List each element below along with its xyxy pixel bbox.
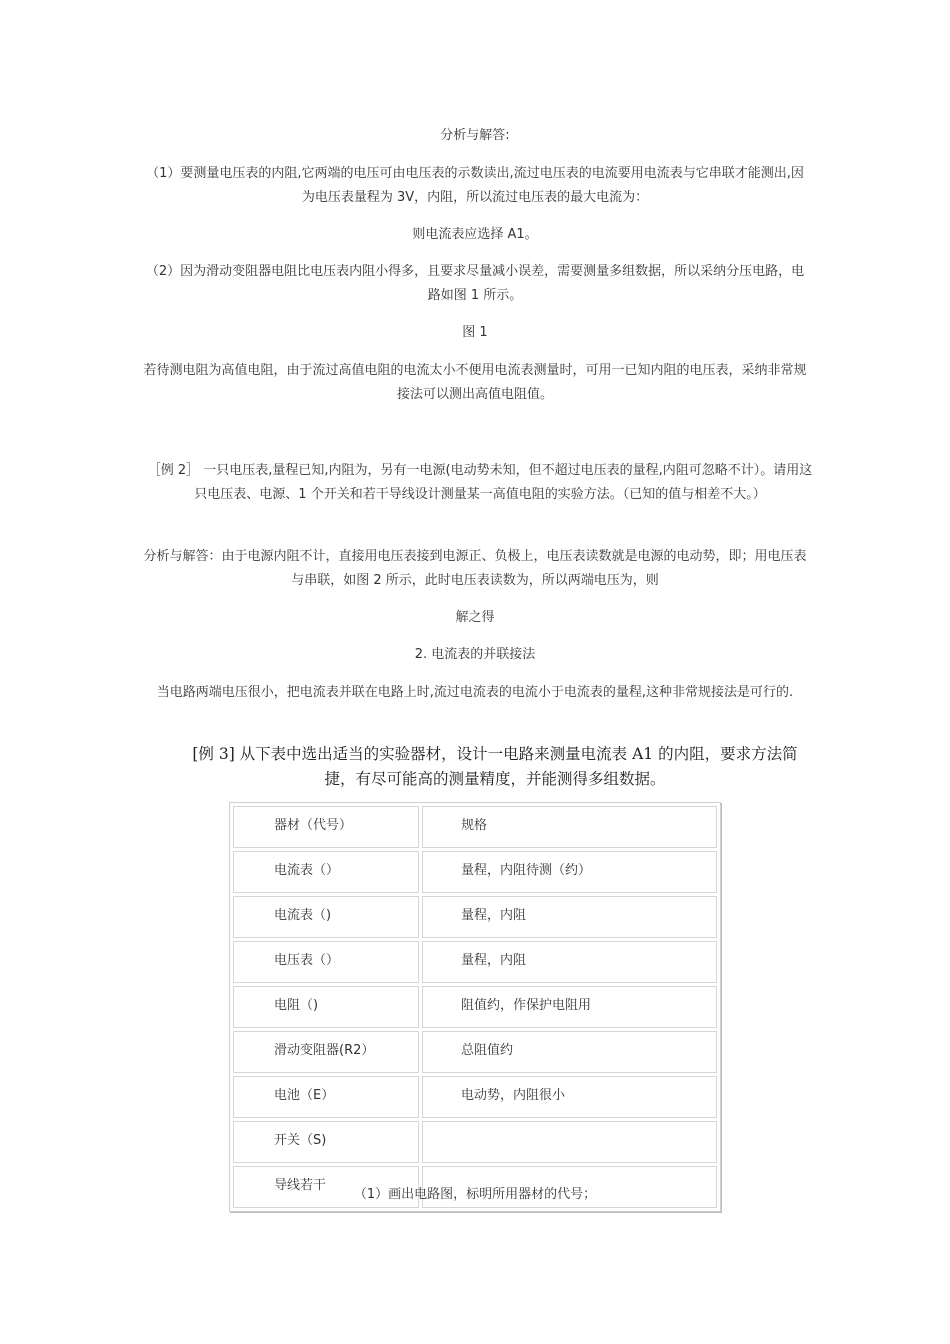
paragraph-4: 若待测电阻为高值电阻，由于流过高值电阻的电流太小不便用电流表测量时，可用一已知内阻的电压表，采纳非常规接法可以测出高值电阻值。 (143, 363, 807, 402)
example-2: ［例 2］ 一只电压表,量程已知,内阻为，另有一电源(电动势未知，但不超过电压表的量程,内阻可忽略不计）。请用这只电压表、电源、1 个开关和若干导线设计测量某一高值电阻的实验方法。（已知的值与相差不大。） (147, 463, 813, 502)
paragraph-5: 当电路两端电压很小，把电流表并联在电路上时,流过电流表的电流小于电流表的量程,这种非常规接法是可行的. (156, 685, 794, 700)
question-1: （1）画出电路图，标明所用器材的代号； (353, 1187, 597, 1202)
table-row (233, 851, 717, 893)
table-row (233, 941, 717, 983)
table-cell: 电压表（） (233, 941, 419, 983)
heading-analysis: 分析与解答: (440, 128, 510, 143)
table-header-cell: 器材（代号） (233, 806, 419, 848)
table-cell: 电流表（） (233, 851, 419, 893)
table-cell (422, 1121, 717, 1163)
section-2-heading: 2. 电流表的并联接法 (414, 647, 536, 662)
table-cell: 量程，内阻 (422, 896, 717, 938)
table-row (233, 1031, 717, 1073)
paragraph-2: 则电流表应选择 A1。 (412, 227, 538, 242)
table-cell: 电动势，内阻很小 (422, 1076, 717, 1118)
equipment-table (229, 802, 721, 1212)
figure-1-caption: 图 1 (462, 325, 488, 340)
table-cell: 电流表（) (233, 896, 419, 938)
table-cell: 总阻值约 (422, 1031, 717, 1073)
table-header-cell: 规格 (422, 806, 717, 848)
table-cell: 量程，内阻待测（约） (422, 851, 717, 893)
table-row (233, 1121, 717, 1163)
table-row (233, 986, 717, 1028)
table-cell: 滑动变阻器(R2） (233, 1031, 419, 1073)
table-cell: 阻值约，作保护电阻用 (422, 986, 717, 1028)
table-cell: 开关（S) (233, 1121, 419, 1163)
table-row (233, 896, 717, 938)
paragraph-3: （2）因为滑动变阻器电阻比电压表内阻小得多，且要求尽量减小误差，需要测量多组数据，所以采纳分压电路，电路如图 1 所示。 (145, 264, 805, 303)
table-cell: 电池（E） (233, 1076, 419, 1118)
example-3: [例 3] 从下表中选出适当的实验器材，设计一电路来测量电流表 A1 的内阻，要求方法简捷，有尽可能高的测量精度，并能测得多组数据。 (192, 745, 798, 788)
table-header-row (233, 806, 717, 848)
table-cell: 量程，内阻 (422, 941, 717, 983)
table-cell: 电阻（) (233, 986, 419, 1028)
table-row (233, 1076, 717, 1118)
solve-text: 解之得 (455, 610, 495, 625)
table-cell: 导线若干 (233, 1166, 419, 1208)
analysis-2: 分析与解答：由于电源内阻不计，直接用电压表接到电源正、负极上，电压表读数就是电源的电动势，即；用电压表与串联，如图 2 所示，此时电压表读数为，所以两端电压为，则 (143, 549, 807, 588)
paragraph-1: （1）要测量电压表的内阻,它两端的电压可由电压表的示数读出,流过电压表的电流要用电流表与它串联才能测出,因为电压表量程为 3V，内阻，所以流过电压表的最大电流为： (146, 166, 804, 205)
